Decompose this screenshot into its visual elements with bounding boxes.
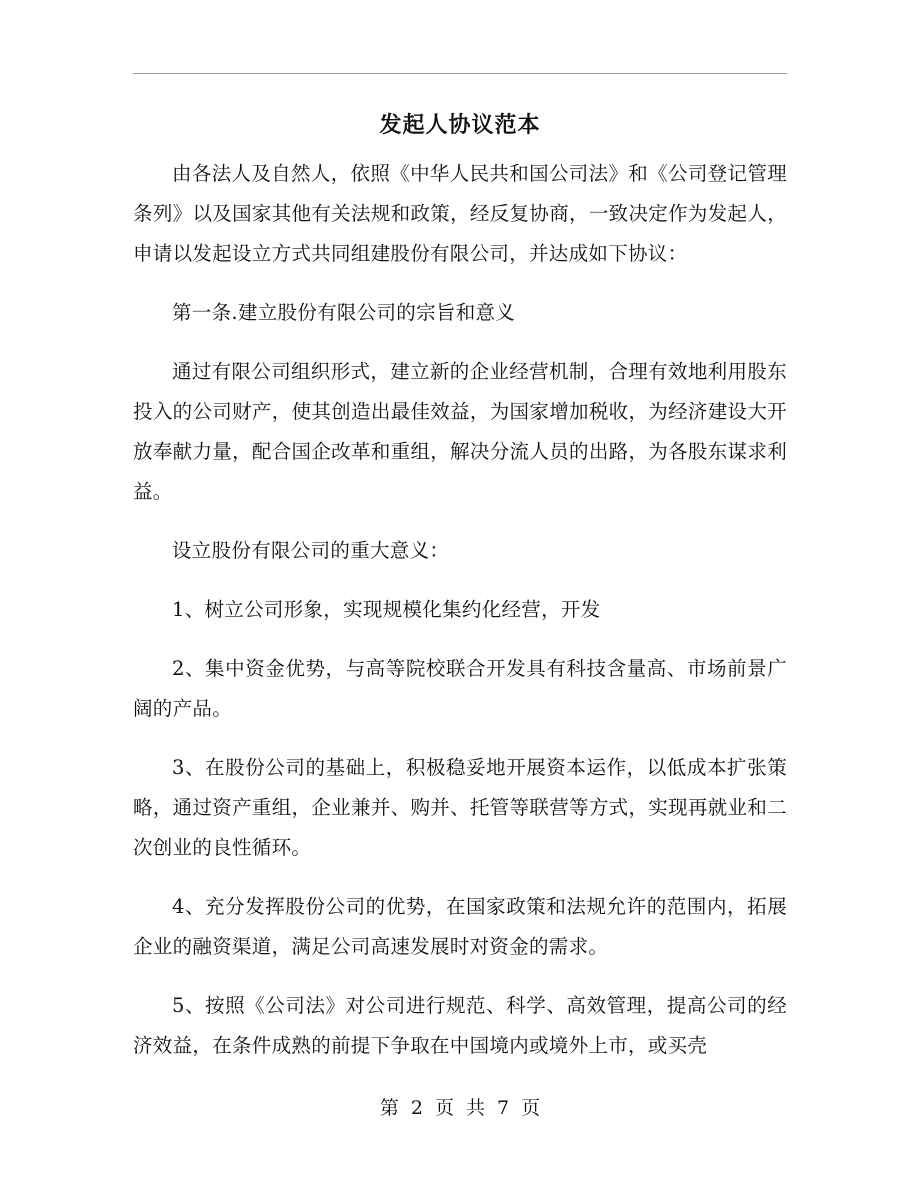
paragraph-article-1-heading: 第一条.建立股份有限公司的宗旨和意义 <box>172 301 516 324</box>
paragraph-item-4: 4、充分发挥股份公司的优势，在国家政策和法规允许的范围内，拓展企业的融资渠道，满足公司高速发展时对资金的需求。 <box>133 895 787 958</box>
paragraph-significance-heading: 设立股份有限公司的重大意义： <box>172 539 450 562</box>
paragraph-intro: 由各法人及自然人，依照《中华人民共和国公司法》和《公司登记管理条列》以及国家其他有关法规和政策，经反复协商，一致决定作为发起人，申请以发起设立方式共同组建股份有限公司，并达成如下协议： <box>133 162 787 265</box>
document-title: 发起人协议范本 <box>379 112 541 138</box>
paragraph-purpose: 通过有限公司组织形式，建立新的企业经营机制，合理有效地利用股东投入的公司财产，使其创造出最佳效益，为国家增加税收，为经济建设大开放奉献力量，配合国企改革和重组，解决分流人员的出路，为各股东谋求利益。 <box>133 360 787 503</box>
header-rule <box>133 73 787 74</box>
document-body <box>133 154 787 1085</box>
paragraph-item-1: 1、树立公司形象，实现规模化集约化经营，开发 <box>172 598 601 621</box>
paragraph-item-3: 3、在股份公司的基础上，积极稳妥地开展资本运作，以低成本扩张策略，通过资产重组，企业兼并、购并、托管等联营等方式，实现再就业和二次创业的良性循环。 <box>133 756 787 859</box>
page-number-footer: 第 2 页 共 7 页 <box>379 1097 541 1119</box>
paragraph-item-5: 5、按照《公司法》对公司进行规范、科学、高效管理，提高公司的经济效益，在条件成熟的前提下争取在中国境内或境外上市，或买壳 <box>133 994 787 1057</box>
paragraph-item-2: 2、集中资金优势，与高等院校联合开发具有科技含量高、市场前景广阔的产品。 <box>133 657 787 720</box>
